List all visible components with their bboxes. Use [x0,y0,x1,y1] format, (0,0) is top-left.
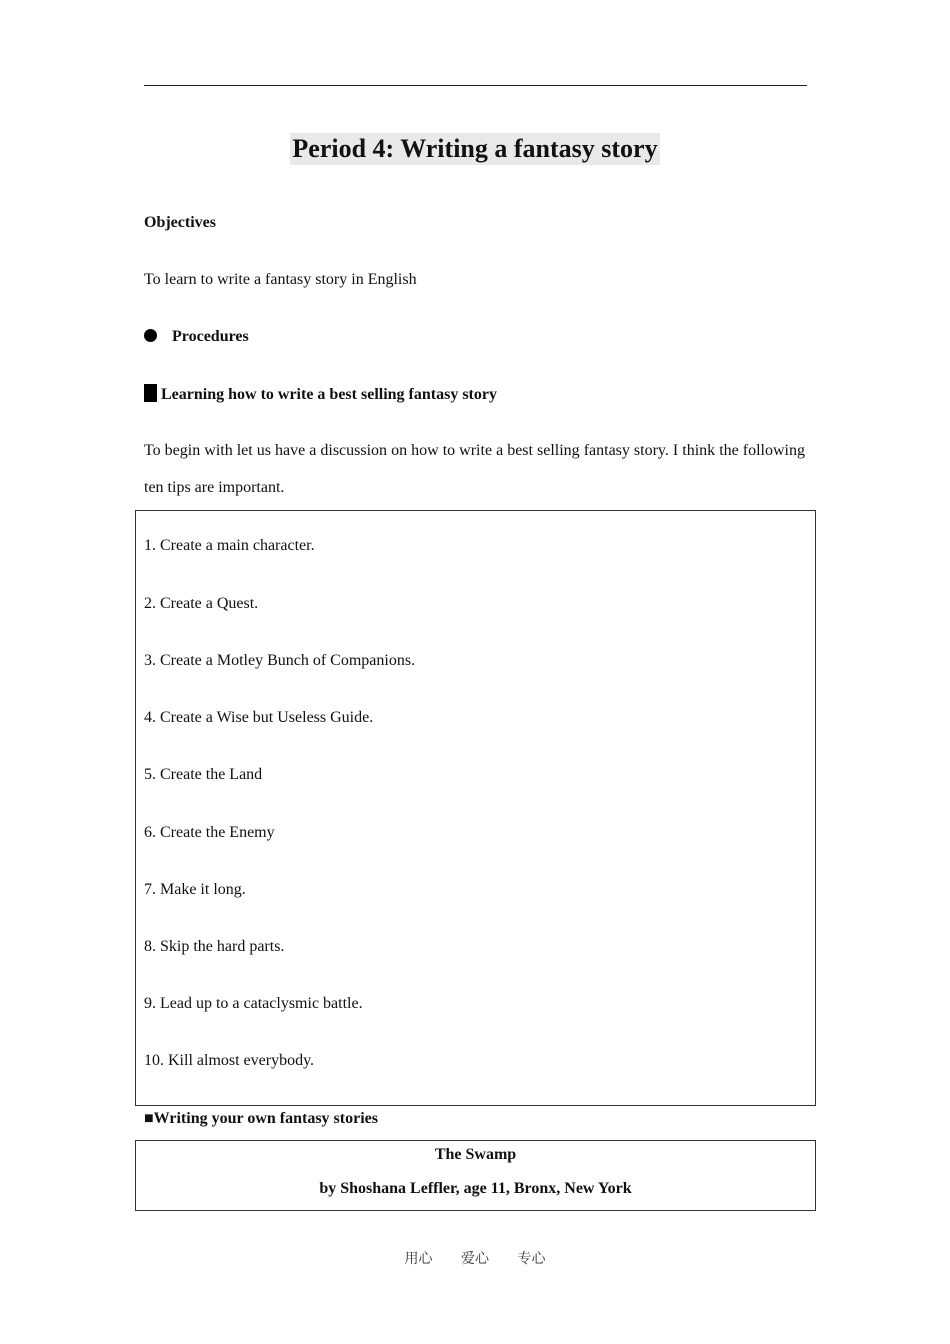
tip-item: 2. Create a Quest. [144,595,259,612]
story-box [135,1140,816,1211]
section1-intro: To begin with let us have a discussion on how to write a best selling fantasy story. I think the following ten tips are important. [144,442,805,496]
section2-heading-row [144,1109,805,1129]
section2-heading: Writing your own fantasy stories [153,1110,378,1127]
footer-item: 专心 [517,1251,546,1267]
page-footer [0,1248,950,1268]
objectives-heading: Objectives [144,214,216,231]
tip-item: 8. Skip the hard parts. [144,938,285,955]
header-rule [144,85,807,86]
bullet-dot-icon [144,329,157,342]
tip-item: 3. Create a Motley Bunch of Companions. [144,652,416,669]
page-title: Period 4: Writing a fantasy story [292,134,658,163]
tip-item: 6. Create the Enemy [144,824,275,841]
footer-item: 爱心 [461,1251,489,1267]
story-byline: by Shoshana Leffler, age 11, Bronx, New York [319,1180,632,1197]
section1-heading: Learning how to write a best selling fantasy story [161,386,497,403]
story-title: The Swamp [434,1146,517,1163]
small-square-icon: ■ [144,1110,154,1127]
tip-item: 10. Kill almost everybody. [144,1052,315,1069]
tip-item: 7. Make it long. [144,881,246,898]
black-square-icon [144,384,157,402]
tips-box [135,510,816,1106]
footer-item: 用心 [404,1251,433,1267]
tip-item: 1. Create a main character. [144,537,315,554]
procedures-heading: Procedures [172,328,249,345]
title-container [0,133,950,165]
procedures-heading-row [144,327,805,347]
tip-item: 4. Create a Wise but Useless Guide. [144,709,374,726]
section1-heading-row [144,384,805,405]
tip-item: 9. Lead up to a cataclysmic battle. [144,995,363,1012]
tip-item: 5. Create the Land [144,766,263,783]
objectives-text: To learn to write a fantasy story in English [144,271,417,288]
